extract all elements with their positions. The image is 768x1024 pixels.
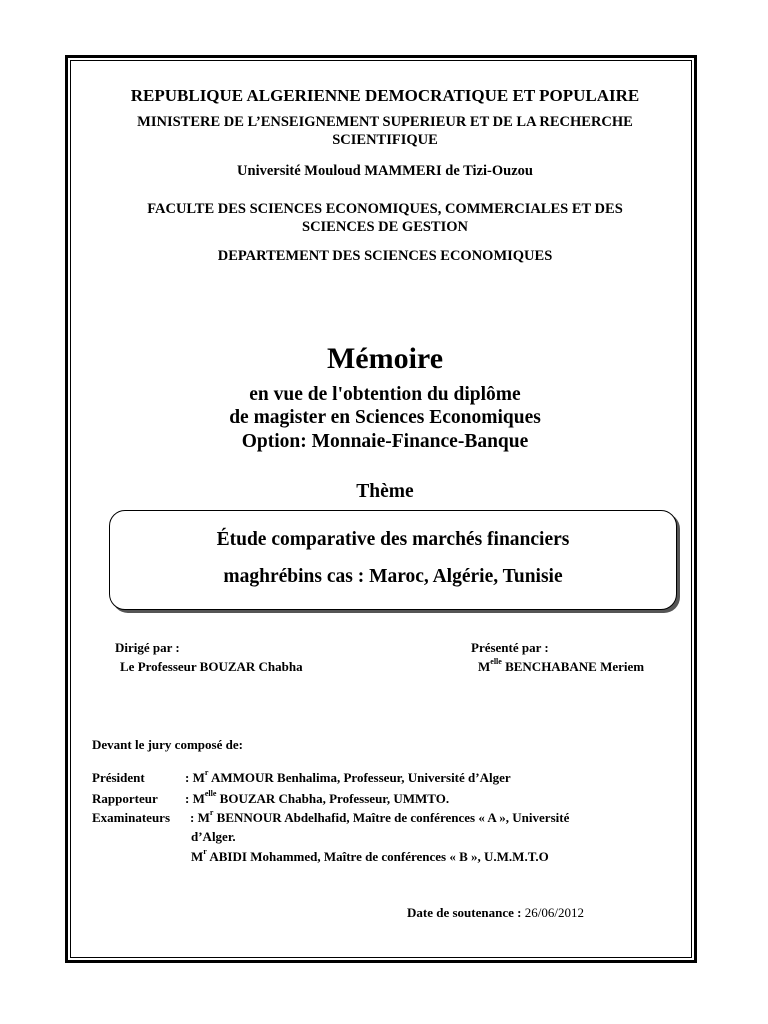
presenter-name: $M^{elle}$ BENCHABANE Meriem (478, 657, 645, 674)
theme-label: Thème (356, 481, 414, 502)
faculty-line1: FACULTE DES SCIENCES ECONOMIQUES, COMMERCIALES ET DES (147, 201, 623, 217)
ministry-line2: SCIENTIFIQUE (332, 132, 438, 148)
title-line1: en vue de l'obtention du diplôme (249, 384, 521, 405)
university-name: Université Mouloud MAMMERI de Tizi-Ouzou (237, 163, 533, 179)
jury-examiner1: : $M^r$ BENNOUR Abdelhafid, Maître de conférences « A », Université (190, 808, 570, 825)
presented-by-label: Présenté par : (471, 640, 549, 655)
theme-line2: maghrébins cas : Maroc, Algérie, Tunisie (223, 566, 563, 587)
title-option: Option: Monnaie-Finance-Banque (241, 431, 529, 452)
jury-examiner1-cont: d’Alger. (191, 829, 236, 844)
document-type-title: Mémoire (326, 342, 444, 375)
republic-heading: REPUBLIQUE ALGERIENNE DEMOCRATIQUE ET POPULAIRE (130, 86, 640, 105)
jury-examiners-role: Examinateurs (92, 810, 170, 825)
theme-line1: Étude comparative des marchés financiers (216, 529, 570, 550)
jury-examiner2: $M^r$ ABIDI Mohammed, Maître de conférences « B », U.M.M.T.O (191, 847, 549, 864)
jury-rapporteur: : $M^{elle}$ BOUZAR Chabha, Professeur, UMMTO. (185, 789, 450, 806)
director-name: Le Professeur BOUZAR Chabha (120, 659, 303, 674)
title-line2: de magister en Sciences Economiques (229, 407, 541, 428)
jury-president: : $M^r$ AMMOUR Benhalima, Professeur, Université d’Alger (185, 768, 511, 785)
department-name: DEPARTEMENT DES SCIENCES ECONOMIQUES (217, 248, 553, 264)
faculty-line2: SCIENCES DE GESTION (302, 219, 468, 235)
theme-box (109, 510, 677, 610)
jury-intro: Devant le jury composé de: (92, 737, 243, 752)
jury-rapporteur-role: Rapporteur (92, 791, 158, 806)
jury-president-role: Président (92, 770, 145, 785)
ministry-line1: MINISTERE DE L’ENSEIGNEMENT SUPERIEUR ET DE LA RECHERCHE (137, 114, 633, 130)
defense-date: Date de soutenance : 26/06/2012 (407, 905, 584, 920)
directed-by-label: Dirigé par : (115, 640, 180, 655)
